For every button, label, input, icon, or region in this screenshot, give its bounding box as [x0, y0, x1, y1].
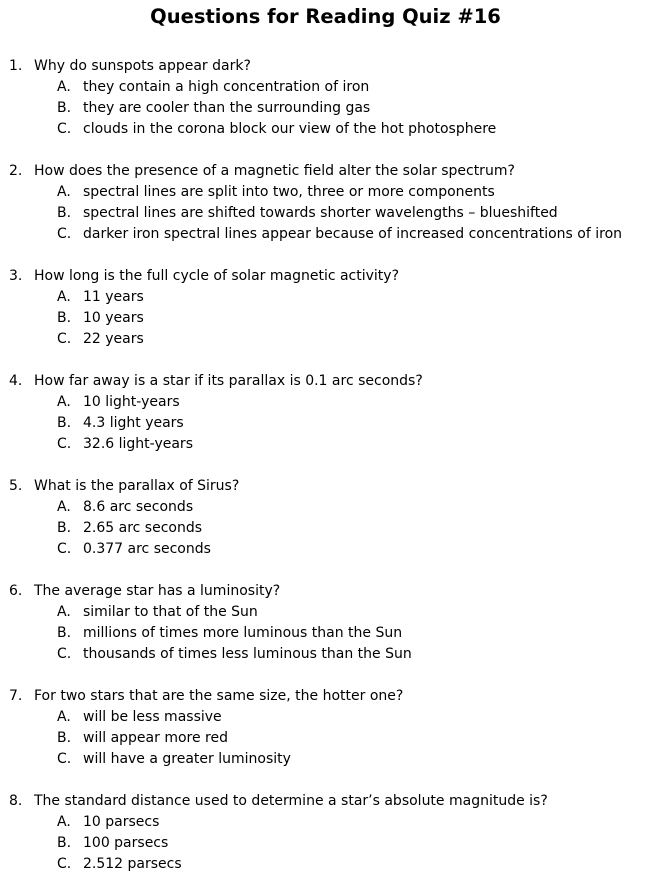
question-row	[9, 791, 548, 812]
option-letter: A.	[57, 289, 71, 305]
question-number: 6.	[9, 583, 23, 599]
option-letter: B.	[57, 415, 72, 431]
answer-options	[57, 392, 193, 455]
option-letter: A.	[57, 499, 71, 515]
option-text: 8.6 arc seconds	[83, 499, 194, 515]
option-letter: A.	[57, 814, 71, 830]
option-letter: C.	[57, 226, 72, 242]
option-text: 22 years	[83, 331, 144, 347]
answer-options	[57, 707, 291, 770]
answer-option	[57, 119, 496, 140]
question-item	[0, 581, 651, 686]
option-letter: C.	[57, 646, 72, 662]
option-letter: B.	[57, 100, 72, 116]
option-text: they are cooler than the surrounding gas	[83, 100, 371, 116]
question-text: How long is the full cycle of solar magnetic activity?	[34, 268, 400, 284]
answer-option	[57, 707, 291, 728]
option-text: 100 parsecs	[83, 835, 169, 851]
question-item	[0, 161, 651, 266]
answer-option	[57, 812, 182, 833]
question-row	[9, 56, 251, 77]
option-text: 0.377 arc seconds	[83, 541, 211, 557]
option-text: millions of times more luminous than the Sun	[83, 625, 403, 641]
question-number: 2.	[9, 163, 23, 179]
answer-option	[57, 623, 412, 644]
question-item	[0, 371, 651, 476]
option-letter: C.	[57, 121, 72, 137]
option-letter: A.	[57, 79, 71, 95]
option-text: 10 light-years	[83, 394, 180, 410]
answer-option	[57, 98, 496, 119]
option-text: spectral lines are shifted towards shorter wavelengths – blueshifted	[83, 205, 558, 221]
option-text: 10 years	[83, 310, 144, 326]
answer-option	[57, 413, 193, 434]
question-number: 4.	[9, 373, 23, 389]
question-item	[0, 56, 651, 161]
option-text: 10 parsecs	[83, 814, 160, 830]
question-row	[9, 266, 399, 287]
question-number: 3.	[9, 268, 23, 284]
option-letter: B.	[57, 730, 72, 746]
answer-option	[57, 287, 144, 308]
option-letter: A.	[57, 709, 71, 725]
question-text: For two stars that are the same size, the hotter one?	[34, 688, 404, 704]
answer-option	[57, 224, 622, 245]
answer-options	[57, 602, 412, 665]
option-letter: C.	[57, 331, 72, 347]
answer-option	[57, 833, 182, 854]
answer-option	[57, 602, 412, 623]
question-item	[0, 686, 651, 791]
question-text: The average star has a luminosity?	[34, 583, 281, 599]
answer-option	[57, 728, 291, 749]
option-text: similar to that of the Sun	[83, 604, 258, 620]
answer-option	[57, 329, 144, 350]
answer-options	[57, 287, 144, 350]
option-letter: B.	[57, 625, 72, 641]
question-text: What is the parallax of Sirus?	[34, 478, 240, 494]
question-number: 7.	[9, 688, 23, 704]
option-letter: C.	[57, 541, 72, 557]
option-letter: B.	[57, 205, 72, 221]
question-item	[0, 476, 651, 581]
option-letter: B.	[57, 310, 72, 326]
answer-options	[57, 812, 182, 875]
option-text: spectral lines are split into two, three or more components	[83, 184, 495, 200]
question-number: 5.	[9, 478, 23, 494]
answer-option	[57, 749, 291, 770]
option-text: thousands of times less luminous than the Sun	[83, 646, 412, 662]
option-letter: A.	[57, 394, 71, 410]
answer-option	[57, 392, 193, 413]
option-letter: A.	[57, 184, 71, 200]
question-row	[9, 581, 280, 602]
question-text: How does the presence of a magnetic field alter the solar spectrum?	[34, 163, 515, 179]
answer-option	[57, 497, 211, 518]
option-text: 2.65 arc seconds	[83, 520, 203, 536]
option-letter: C.	[57, 856, 72, 872]
option-text: will have a greater luminosity	[83, 751, 291, 767]
option-text: 2.512 parsecs	[83, 856, 182, 872]
option-text: will be less massive	[83, 709, 222, 725]
option-text: they contain a high concentration of iron	[83, 79, 370, 95]
answer-option	[57, 539, 211, 560]
answer-option	[57, 77, 496, 98]
answer-option	[57, 434, 193, 455]
answer-option	[57, 644, 412, 665]
option-text: darker iron spectral lines appear because of increased concentrations of iron	[83, 226, 623, 242]
option-text: clouds in the corona block our view of the hot photosphere	[83, 121, 497, 137]
answer-options	[57, 77, 496, 140]
question-text: Why do sunspots appear dark?	[34, 58, 251, 74]
question-item	[0, 266, 651, 371]
answer-option	[57, 182, 622, 203]
option-text: will appear more red	[83, 730, 228, 746]
option-letter: C.	[57, 436, 72, 452]
answer-options	[57, 497, 211, 560]
option-text: 4.3 light years	[83, 415, 184, 431]
question-number: 1.	[9, 58, 23, 74]
question-row	[9, 371, 423, 392]
answer-options	[57, 182, 622, 245]
question-row	[9, 686, 403, 707]
option-text: 32.6 light-years	[83, 436, 193, 452]
option-letter: A.	[57, 604, 71, 620]
answer-option	[57, 854, 182, 875]
page-title: Questions for Reading Quiz #16	[150, 5, 501, 28]
question-number: 8.	[9, 793, 23, 809]
answer-option	[57, 518, 211, 539]
question-list	[0, 56, 651, 896]
option-letter: B.	[57, 835, 72, 851]
option-letter: B.	[57, 520, 72, 536]
answer-option	[57, 203, 622, 224]
question-text: How far away is a star if its parallax is 0.1 arc seconds?	[34, 373, 423, 389]
question-item	[0, 791, 651, 896]
option-text: 11 years	[83, 289, 144, 305]
answer-option	[57, 308, 144, 329]
option-letter: C.	[57, 751, 72, 767]
question-row	[9, 476, 239, 497]
question-text: The standard distance used to determine a star’s absolute magnitude is?	[34, 793, 548, 809]
question-row	[9, 161, 515, 182]
